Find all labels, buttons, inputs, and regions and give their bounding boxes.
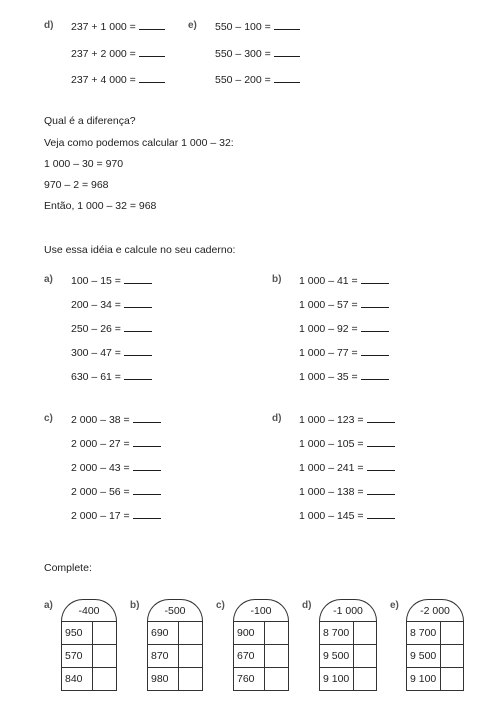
- top-d-row-1: 237 + 1 000 =: [71, 20, 165, 33]
- subtraction-box-a: [61, 599, 117, 691]
- grid-row: [62, 644, 116, 667]
- exercise-c-row-4: 2 000 – 56 =: [71, 485, 161, 498]
- answer-cell[interactable]: [441, 645, 463, 667]
- answer-blank[interactable]: [124, 346, 152, 356]
- answer-blank[interactable]: [274, 73, 300, 83]
- given-value: 950: [62, 622, 93, 644]
- answer-blank[interactable]: [367, 485, 395, 495]
- grid-row: [62, 667, 116, 690]
- operation-arch: -500: [147, 599, 203, 621]
- value-grid: [233, 621, 289, 691]
- subtraction-box-b: [147, 599, 203, 691]
- answer-blank[interactable]: [367, 413, 395, 423]
- grid-row: [320, 667, 376, 690]
- answer-blank[interactable]: [361, 346, 389, 356]
- answer-cell[interactable]: [179, 622, 202, 644]
- answer-blank[interactable]: [367, 437, 395, 447]
- answer-cell[interactable]: [441, 622, 463, 644]
- answer-blank[interactable]: [124, 322, 152, 332]
- exercise-a-row-2: 200 – 34 =: [71, 298, 152, 311]
- answer-cell[interactable]: [179, 645, 202, 667]
- subtraction-box-e: [406, 599, 464, 691]
- exercise-label-d: d): [272, 413, 282, 424]
- answer-blank[interactable]: [274, 20, 300, 30]
- top-e-row-3: 550 – 200 =: [215, 73, 300, 86]
- box-label-d: d): [302, 600, 312, 611]
- exercise-b-row-2: 1 000 – 57 =: [299, 298, 389, 311]
- question-heading: Qual é a diferença?: [44, 115, 136, 127]
- given-value: 670: [234, 645, 265, 667]
- answer-blank[interactable]: [139, 73, 165, 83]
- answer-blank[interactable]: [133, 485, 161, 495]
- exercise-b-row-4: 1 000 – 77 =: [299, 346, 389, 359]
- instruction: Use essa idéia e calcule no seu caderno:: [44, 244, 236, 256]
- grid-row: [407, 644, 463, 667]
- grid-row: [148, 667, 202, 690]
- answer-blank[interactable]: [124, 370, 152, 380]
- given-value: 9 100: [407, 668, 441, 690]
- answer-blank[interactable]: [124, 298, 152, 308]
- given-value: 8 700: [407, 622, 441, 644]
- exercise-c-row-1: 2 000 – 38 =: [71, 413, 161, 426]
- value-grid: [147, 621, 203, 691]
- grid-row: [234, 622, 288, 644]
- top-e-row-1: 550 – 100 =: [215, 20, 300, 33]
- given-value: 9 100: [320, 668, 354, 690]
- answer-cell[interactable]: [354, 668, 376, 690]
- answer-blank[interactable]: [133, 437, 161, 447]
- answer-blank[interactable]: [274, 47, 300, 57]
- exercise-a-row-1: 100 – 15 =: [71, 274, 152, 287]
- exercise-a-row-3: 250 – 26 =: [71, 322, 152, 335]
- box-label-a: a): [44, 600, 53, 611]
- answer-blank[interactable]: [124, 274, 152, 284]
- grid-row: [407, 622, 463, 644]
- exercise-d-row-2: 1 000 – 105 =: [299, 437, 395, 450]
- grid-row: [320, 622, 376, 644]
- grid-row: [407, 667, 463, 690]
- answer-cell[interactable]: [354, 645, 376, 667]
- answer-cell[interactable]: [441, 668, 463, 690]
- given-value: 760: [234, 668, 265, 690]
- given-value: 870: [148, 645, 179, 667]
- box-label-e: e): [390, 600, 399, 611]
- value-grid: [406, 621, 464, 691]
- given-value: 690: [148, 622, 179, 644]
- exercise-d-row-5: 1 000 – 145 =: [299, 509, 395, 522]
- exercise-label-top-d: d): [44, 20, 54, 31]
- answer-blank[interactable]: [139, 47, 165, 57]
- exercise-label-c: c): [44, 413, 53, 424]
- answer-cell[interactable]: [179, 668, 202, 690]
- answer-blank[interactable]: [367, 509, 395, 519]
- given-value: 980: [148, 668, 179, 690]
- answer-cell[interactable]: [93, 645, 116, 667]
- given-value: 8 700: [320, 622, 354, 644]
- given-value: 9 500: [320, 645, 354, 667]
- exercise-a-row-4: 300 – 47 =: [71, 346, 152, 359]
- exercise-b-row-3: 1 000 – 92 =: [299, 322, 389, 335]
- grid-row: [62, 622, 116, 644]
- answer-blank[interactable]: [361, 298, 389, 308]
- operation-arch: -1 000: [319, 599, 377, 621]
- exercise-d-row-1: 1 000 – 123 =: [299, 413, 395, 426]
- grid-row: [148, 644, 202, 667]
- explain-line-3: 970 – 2 = 968: [44, 179, 109, 191]
- explain-line-1: Veja como podemos calcular 1 000 – 32:: [44, 137, 234, 149]
- exercise-d-row-3: 1 000 – 241 =: [299, 461, 395, 474]
- box-label-b: b): [130, 600, 140, 611]
- exercise-label-a: a): [44, 274, 53, 285]
- answer-cell[interactable]: [93, 622, 116, 644]
- answer-cell[interactable]: [265, 668, 288, 690]
- answer-cell[interactable]: [265, 622, 288, 644]
- given-value: 9 500: [407, 645, 441, 667]
- exercise-c-row-3: 2 000 – 43 =: [71, 461, 161, 474]
- given-value: 840: [62, 668, 93, 690]
- answer-blank[interactable]: [133, 509, 161, 519]
- exercise-a-row-5: 630 – 61 =: [71, 370, 152, 383]
- complete-heading: Complete:: [44, 562, 92, 574]
- grid-row: [234, 667, 288, 690]
- subtraction-box-d: [319, 599, 377, 691]
- exercise-label-top-e: e): [188, 20, 197, 31]
- answer-blank[interactable]: [361, 370, 389, 380]
- explain-line-4: Então, 1 000 – 32 = 968: [44, 200, 157, 212]
- answer-cell[interactable]: [265, 645, 288, 667]
- given-value: 570: [62, 645, 93, 667]
- answer-cell[interactable]: [354, 622, 376, 644]
- subtraction-box-c: [233, 599, 289, 691]
- operation-arch: -100: [233, 599, 289, 621]
- explain-line-2: 1 000 – 30 = 970: [44, 158, 124, 170]
- grid-row: [320, 644, 376, 667]
- grid-row: [148, 622, 202, 644]
- operation-arch: -400: [61, 599, 117, 621]
- given-value: 900: [234, 622, 265, 644]
- top-e-row-2: 550 – 300 =: [215, 47, 300, 60]
- value-grid: [319, 621, 377, 691]
- top-d-row-3: 237 + 4 000 =: [71, 73, 165, 86]
- answer-blank[interactable]: [361, 274, 389, 284]
- answer-blank[interactable]: [139, 20, 165, 30]
- answer-blank[interactable]: [133, 413, 161, 423]
- exercise-c-row-5: 2 000 – 17 =: [71, 509, 161, 522]
- answer-blank[interactable]: [361, 322, 389, 332]
- box-label-c: c): [216, 600, 225, 611]
- answer-blank[interactable]: [367, 461, 395, 471]
- exercise-d-row-4: 1 000 – 138 =: [299, 485, 395, 498]
- exercise-c-row-2: 2 000 – 27 =: [71, 437, 161, 450]
- top-d-row-2: 237 + 2 000 =: [71, 47, 165, 60]
- exercise-label-b: b): [272, 274, 282, 285]
- operation-arch: -2 000: [406, 599, 464, 621]
- exercise-b-row-1: 1 000 – 41 =: [299, 274, 389, 287]
- grid-row: [234, 644, 288, 667]
- answer-cell[interactable]: [93, 668, 116, 690]
- answer-blank[interactable]: [133, 461, 161, 471]
- exercise-b-row-5: 1 000 – 35 =: [299, 370, 389, 383]
- value-grid: [61, 621, 117, 691]
